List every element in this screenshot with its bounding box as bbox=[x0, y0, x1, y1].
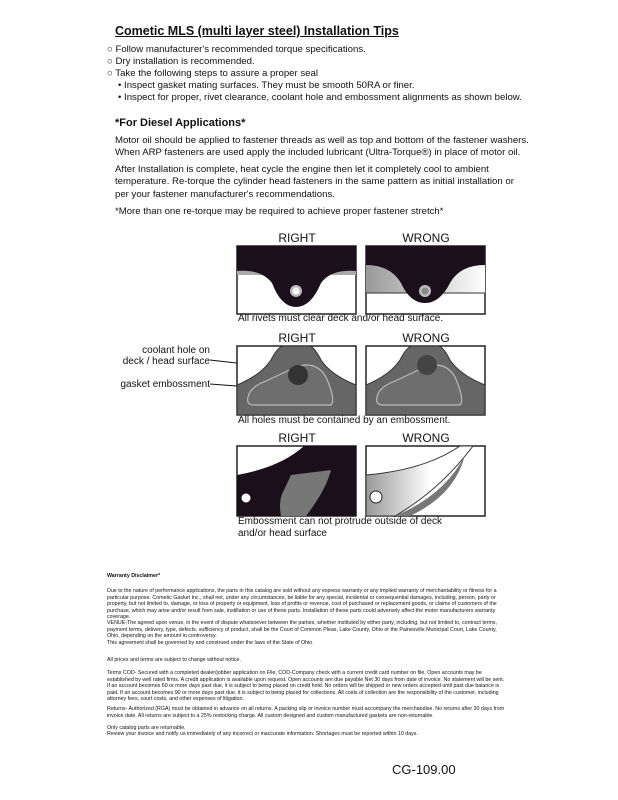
diesel-paragraph-1: Motor oil should be applied to fastener threads as well as top and bottom of the fastener washers. When ARP fasteners are used apply the included lubricant (Ultra-Torque®) in place of motor oil. bbox=[115, 135, 529, 159]
rivet-wrong-diagram bbox=[365, 245, 486, 315]
label-wrong: WRONG bbox=[402, 331, 450, 345]
caption-rivets: All rivets must clear deck and/or head surface. bbox=[238, 313, 444, 324]
bullet-text: Take the following steps to assure a proper seal bbox=[115, 68, 318, 79]
callout-coolant-hole bbox=[110, 345, 210, 367]
coolant-right-diagram bbox=[236, 345, 357, 416]
label-wrong: WRONG bbox=[402, 231, 450, 245]
diesel-paragraph-3: *More than one re-torque may be required to achieve proper fastener stretch* bbox=[115, 206, 444, 217]
coolant-wrong-diagram bbox=[365, 345, 486, 416]
caption-holes: All holes must be contained by an embossment. bbox=[238, 415, 451, 426]
warranty-p1: Due to the nature of performance applications, the parts in this catalog are sold without any express warranty or any implied warranty of merchantability or fitness for a particular purpose. Cometic Gasket Inc., shall not, under any circumstances, be liable for any special, incidental or consequential damages, including, person, party or property, but not limited to, damage, or loss of property or equipment, loss of profits or revenue, cost of purchased or replacement goods, or claims of customers of the purchase, which may arise and/or result from sale, instillation or use of these parts. Installation of these parts could adversely affect the motor manufacturers warranty coverage. bbox=[107, 588, 497, 621]
embossment-right-diagram bbox=[236, 445, 357, 517]
warranty-heading: Warranty Disclaimer* bbox=[107, 573, 161, 579]
bullet-2: ○ Dry installation is recommended. bbox=[107, 56, 255, 67]
callout-text: coolant hole on bbox=[142, 345, 210, 356]
label-right: RIGHT bbox=[278, 431, 316, 445]
warranty-law: This agreement shall be governed by and construed under the laws of the State of Ohio. bbox=[107, 640, 314, 646]
warranty-review: Review your invoice and notify us immediately of any incorrect or inaccurate information. Shortages must be reported within 10 days. bbox=[107, 731, 418, 737]
embossment-wrong-diagram bbox=[365, 445, 486, 517]
rivet-right-diagram bbox=[236, 245, 357, 315]
diesel-heading: *For Diesel Applications* bbox=[115, 117, 246, 129]
warranty-catalog: Only catalog parts are returnable. bbox=[107, 725, 186, 731]
callout-gasket-embossment: gasket embossment bbox=[120, 379, 210, 390]
sub-bullet-2: • Inspect for proper, rivet clearance, coolant hole and embossment alignments as shown below. bbox=[118, 92, 522, 103]
warranty-returns: Returns- Authorized (RGA) must be obtained in advance on all returns. A packing slip or invoice number must accompany the merchandise. No returns after 30 days from invoice date. All returns are subject to a 25% restocking charge. All custom designed and custom manufactured gaskets are non-returnable. bbox=[107, 706, 505, 719]
label-right: RIGHT bbox=[278, 231, 316, 245]
bullet-1: ○ Follow manufacturer's recommended torque specifications. bbox=[107, 44, 366, 55]
caption-embossment-2: and/or head surface bbox=[238, 528, 327, 539]
label-right: RIGHT bbox=[278, 331, 316, 345]
warranty-terms: Terms COD- Secured with a completed dealer/jobber application on File, COD-Company check with a current credit card number on file. Open accounts may be established by well rated firms. A credit application is available upon request. Open accounts are due payable Net 30 days from date of invoice. No statement will be sent. If an account becomes 60 or more days past due, it is subject to being placed on credit hold. No orders will be shipped or new orders accepted until past due balance is paid. If an account becomes 90 or more days past due, it is subject to being placed for collections. All costs of collection are the responsibility of the customer, including attorney fees, court costs, and other expenses of litigation. bbox=[107, 670, 505, 703]
bullet-text: Follow manufacturer's recommended torque specifications. bbox=[115, 44, 366, 55]
bullet-text: Dry installation is recommended. bbox=[115, 56, 255, 67]
bullet-text: Inspect gasket mating surfaces. They must be smooth 50RA or finer. bbox=[124, 80, 415, 91]
bullet-3: ○ Take the following steps to assure a proper seal bbox=[107, 68, 318, 79]
sub-bullet-1: • Inspect gasket mating surfaces. They must be smooth 50RA or finer. bbox=[118, 80, 415, 91]
warranty-prices: All prices and terms are subject to change without notice. bbox=[107, 657, 241, 663]
label-wrong: WRONG bbox=[402, 431, 450, 445]
caption-embossment-1: Embossment can not protrude outside of deck bbox=[238, 516, 443, 527]
callout-text: deck / head surface bbox=[122, 356, 210, 367]
diesel-paragraph-2: After Installation is complete, heat cycle the engine then let it completely cool to ambient temperature. Re-torque the cylinder head fasteners in the same pattern as initial installation or per your fastener manufacturer's recommendations. bbox=[115, 164, 514, 200]
page-title: Cometic MLS (multi layer steel) Installation Tips bbox=[115, 24, 399, 38]
page-code: CG-109.00 bbox=[392, 762, 456, 777]
bullet-text: Inspect for proper, rivet clearance, coolant hole and embossment alignments as shown below. bbox=[124, 92, 522, 103]
warranty-venue: VENUE-The agreed upon venue, in the event of dispute whatsoever between the parties, whether instituted by either party, including, but not limited to, contract terms, payment terms, delivery, type, defects, sufficiency of product, shall be the Court of Common Pleas, Lake County, Ohio or the Painesville Municipal Court, Lake County, Ohio, depending on the amount in controversy. bbox=[107, 620, 498, 640]
